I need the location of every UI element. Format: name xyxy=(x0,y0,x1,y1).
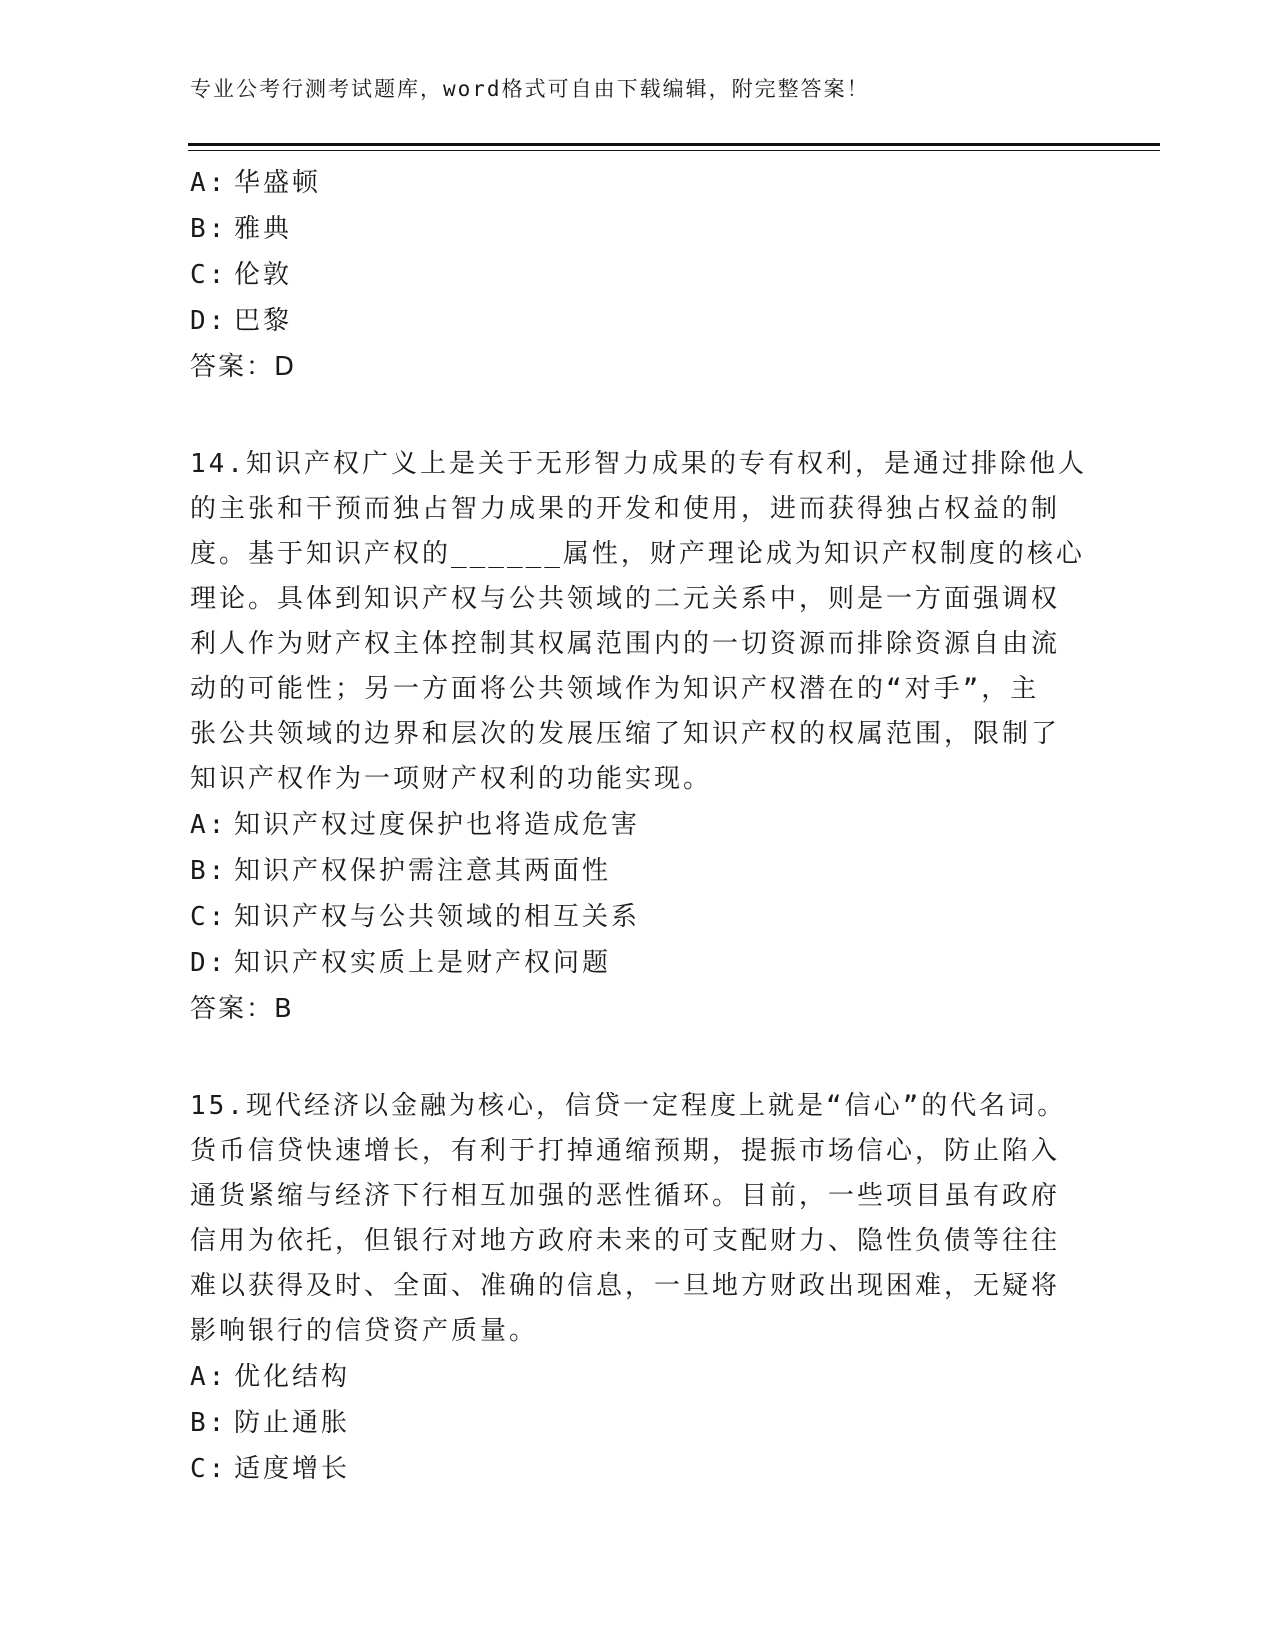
option-letter: C: xyxy=(190,1454,228,1484)
header-rule-thin xyxy=(188,150,1160,151)
question-14 xyxy=(190,442,1090,1032)
header-rule-thick xyxy=(188,143,1160,146)
option-text: 伦敦 xyxy=(234,260,293,290)
q15-option-c xyxy=(190,1446,1090,1492)
q13-option-c xyxy=(190,252,1090,298)
option-text: 优化结构 xyxy=(234,1362,351,1392)
option-text: 知识产权过度保护也将造成危害 xyxy=(234,810,641,840)
q14-stem-line: 张公共领域的边界和层次的发展压缩了知识产权的权属范围，限制了 xyxy=(190,719,1061,749)
option-text: 雅典 xyxy=(234,214,293,244)
q13-option-a xyxy=(190,160,1090,206)
q14-stem-line: 的主张和干预而独占智力成果的开发和使用，进而获得独占权益的制 xyxy=(190,494,1061,524)
option-text: 知识产权保护需注意其两面性 xyxy=(234,856,612,886)
q15-stem-line: 15.现代经济以金融为核心，信贷一定程度上就是“信心”的代名词。 xyxy=(190,1091,1067,1121)
q14-stem xyxy=(190,442,1087,802)
option-letter: C: xyxy=(190,902,228,932)
q14-option-b xyxy=(190,848,1090,894)
q14-stem-line: 度。基于知识产权的______属性，财产理论成为知识产权制度的核心 xyxy=(190,539,1085,569)
q15-stem-line: 影响银行的信贷资产质量。 xyxy=(190,1316,539,1346)
spacer xyxy=(190,1032,1090,1084)
q15-stem-line: 信用为依托，但银行对地方政府未来的可支配财力、隐性负债等往往 xyxy=(190,1226,1061,1256)
q13-answer: 答案：D xyxy=(190,352,297,382)
option-letter: D: xyxy=(190,948,228,978)
q15-stem-line: 通货紧缩与经济下行相互加强的恶性循环。目前，一些项目虽有政府 xyxy=(190,1181,1061,1211)
q14-option-d xyxy=(190,940,1090,986)
option-text: 华盛顿 xyxy=(234,168,322,198)
page-header: 专业公考行测考试题库，word格式可自由下载编辑，附完整答案！ xyxy=(190,77,870,101)
q13-option-b xyxy=(190,206,1090,252)
q15-stem-line: 货币信贷快速增长，有利于打掉通缩预期，提振市场信心，防止陷入 xyxy=(190,1136,1061,1166)
option-letter: C: xyxy=(190,260,228,290)
q15-stem-line: 难以获得及时、全面、准确的信息，一旦地方财政出现困难，无疑将 xyxy=(190,1271,1061,1301)
option-letter: A: xyxy=(190,1362,228,1392)
option-letter: A: xyxy=(190,810,228,840)
q14-option-c xyxy=(190,894,1090,940)
option-letter: B: xyxy=(190,1408,228,1438)
q14-stem-line: 14.知识产权广义上是关于无形智力成果的专有权利，是通过排除他人 xyxy=(190,449,1087,479)
q14-answer: 答案：B xyxy=(190,994,294,1024)
q14-stem-line: 理论。具体到知识产权与公共领域的二元关系中，则是一方面强调权 xyxy=(190,584,1061,614)
q15-option-a xyxy=(190,1354,1090,1400)
option-text: 防止通胀 xyxy=(234,1408,351,1438)
option-text: 知识产权与公共领域的相互关系 xyxy=(234,902,641,932)
spacer xyxy=(190,390,1090,442)
q13-options xyxy=(190,160,1090,390)
option-letter: B: xyxy=(190,214,228,244)
question-15 xyxy=(190,1084,1090,1492)
option-letter: B: xyxy=(190,856,228,886)
q14-option-a xyxy=(190,802,1090,848)
q14-stem-line: 动的可能性；另一方面将公共领域作为知识产权潜在的“对手”，主 xyxy=(190,674,1040,704)
q14-stem-line: 知识产权作为一项财产权利的功能实现。 xyxy=(190,764,713,794)
option-letter: D: xyxy=(190,306,228,336)
option-text: 巴黎 xyxy=(234,306,293,336)
q14-stem-line: 利人作为财产权主体控制其权属范围内的一切资源而排除资源自由流 xyxy=(190,629,1061,659)
option-letter: A: xyxy=(190,168,228,198)
option-text: 知识产权实质上是财产权问题 xyxy=(234,948,612,978)
content-area xyxy=(190,160,1090,1492)
q15-option-b xyxy=(190,1400,1090,1446)
q13-option-d xyxy=(190,298,1090,344)
q15-stem xyxy=(190,1084,1067,1354)
option-text: 适度增长 xyxy=(234,1454,351,1484)
